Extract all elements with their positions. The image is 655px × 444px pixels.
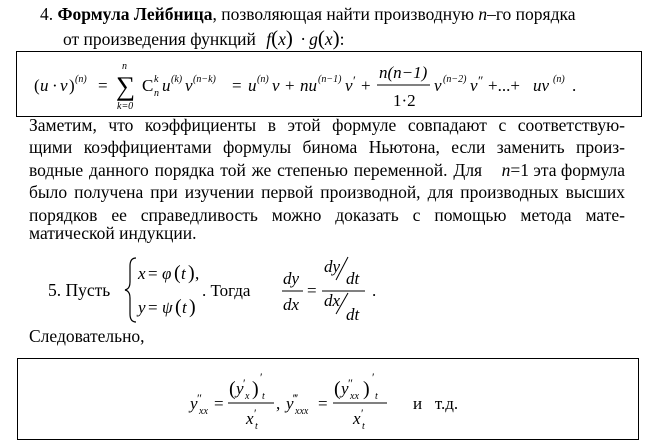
term-v-sup: (n−k) (193, 74, 216, 85)
r2-sup: (n−1) (318, 74, 342, 85)
item4-n: n (478, 4, 488, 24)
sd2-y: y (286, 394, 294, 413)
sd-num-y: y (236, 379, 244, 398)
item4-title: Формула Лейбница (57, 4, 213, 24)
item5-formula (120, 250, 390, 330)
item4-f: f (266, 29, 272, 49)
term-u-sup: (k) (171, 74, 183, 85)
frac-dx: dx (283, 295, 300, 314)
sd-num-subt: t (262, 391, 265, 402)
r3-v2: v (470, 76, 478, 95)
frac-dy: dy (283, 269, 300, 288)
svg-text:): ) (363, 378, 370, 400)
sys-t2: t (182, 298, 187, 317)
svg-text:′: ′ (372, 370, 375, 384)
item4-colon: : (339, 29, 345, 49)
item5-label (48, 279, 110, 301)
item4-g: g (309, 29, 318, 49)
svg-text:(: ( (34, 76, 40, 95)
sd-den-t: t (255, 421, 258, 432)
item4-line2-text: от произведения функций (63, 29, 256, 49)
frac2-dt2: dt (346, 305, 360, 324)
svg-text:=: = (98, 76, 108, 95)
binom-C-sub: n (154, 88, 159, 99)
sys-phi: φ (162, 264, 172, 283)
sd2-num-subt: t (375, 391, 378, 402)
item4-line2: от произведения функций f(x) · g(x): (63, 26, 345, 50)
svg-text:(: ( (334, 378, 341, 400)
frac2-dt1: dt (346, 269, 360, 288)
frac2-dx: dx (324, 291, 341, 310)
r-dots: +...+ (488, 76, 520, 95)
sum-top: n (122, 61, 127, 72)
r4-uv: uv (533, 76, 550, 95)
svg-text:+: + (285, 76, 295, 95)
sd2-num-y: y (341, 379, 349, 398)
lhs-u: u (40, 76, 49, 95)
sd-den-x: x (246, 409, 254, 428)
frac-den: 1·2 (393, 91, 416, 110)
lhs-v: v (60, 76, 68, 95)
sd-num-subx: x (245, 391, 250, 402)
binom-C: C (142, 76, 154, 95)
r2-v: v (345, 76, 353, 95)
item4-line1 (40, 3, 576, 25)
item4-x2: x (324, 29, 333, 49)
r3-v: v (434, 76, 442, 95)
second-derivative-formula (17, 358, 639, 440)
svg-text:′: ′ (361, 406, 364, 420)
sys-x: x (138, 264, 146, 283)
frac-num: n(n−1) (379, 63, 428, 82)
paragraph-n: n (501, 160, 511, 180)
leibniz-formula (16, 51, 642, 117)
svg-text:=: = (214, 394, 224, 413)
sd2-den-x: x (353, 409, 361, 428)
svg-text:‴: ‴ (293, 391, 298, 405)
paragraph-line1: Заметим, что коэффициенты в этой формуле совпадают с соответствую- (29, 115, 625, 135)
r1-u-sup: (n) (257, 74, 269, 85)
paragraph-eq1: =1 эта формула (510, 160, 625, 180)
sd-sub-xx: xx (199, 406, 208, 417)
item5-number: 5. (48, 280, 62, 300)
sd2-den-t: t (362, 421, 365, 432)
svg-text:″: ″ (348, 376, 353, 390)
paragraph-line2: щими коэффициентами формулы бинома Ньютона, если заменить произ- (29, 137, 625, 157)
svg-text:=: = (148, 264, 158, 283)
lhs-sup: (n) (75, 74, 87, 85)
svg-text:=: = (148, 298, 158, 317)
svg-text:·: · (52, 76, 58, 95)
paragraph-line6: матической индукции. (29, 223, 197, 243)
paragraph-line5: порядков ее справедливость можно доказать с помощью метода мате- (29, 205, 625, 225)
svg-text:=: = (232, 76, 242, 95)
sys-psi: ψ (162, 298, 173, 317)
sys-t1: t (181, 264, 186, 283)
svg-text:): ) (189, 296, 196, 318)
term-u: u (162, 76, 171, 95)
svg-text:=: = (318, 394, 328, 413)
r1-u: u (248, 76, 257, 95)
paragraph-line3-text: водные данного порядка той же степенью переменной. Для (29, 160, 483, 180)
binom-C-sup: k (154, 74, 159, 85)
item4-order: –го порядка (487, 4, 576, 24)
svg-text:): ) (188, 262, 195, 284)
r-end: . (572, 76, 577, 95)
svg-text:(: ( (174, 262, 181, 284)
sd-y: y (190, 394, 198, 413)
r4-sup: (n) (553, 74, 565, 85)
item5-end: . (372, 281, 377, 300)
svg-text:″: ″ (197, 391, 202, 405)
svg-text:′: ′ (254, 406, 257, 420)
svg-text:): ) (69, 76, 75, 95)
svg-text:,: , (276, 394, 281, 413)
sd-etc: и т.д. (413, 394, 459, 413)
svg-text:(: ( (175, 296, 182, 318)
svg-text:′: ′ (243, 376, 246, 390)
svg-text:′: ′ (353, 73, 356, 88)
item5-togda: . Тогда (202, 281, 251, 300)
r1-v: v (272, 76, 280, 95)
item4-x1: x (278, 29, 286, 49)
sum-bottom: k=0 (117, 101, 134, 112)
frac2-dy: dy (324, 257, 341, 276)
sum-sign: ∑ (116, 71, 136, 101)
r3-sup: (n−2) (443, 74, 467, 85)
sd2-sub-xxx: xxx (295, 406, 309, 417)
item4-rest: , позволяющая найти производную (212, 4, 474, 24)
sys-y: y (138, 298, 146, 317)
svg-text:″: ″ (478, 73, 484, 88)
svg-text:): ) (252, 378, 259, 400)
item5-word: Пусть (65, 280, 111, 300)
paragraph-line4: было получена при изучении первой производной, для производных высших (29, 182, 625, 202)
sd2-num-subxx: xx (350, 391, 359, 402)
svg-text:(: ( (229, 378, 236, 400)
term-v: v (185, 76, 193, 95)
svg-text:′: ′ (260, 370, 263, 384)
svg-text:+: + (361, 76, 371, 95)
sys-comma: , (195, 264, 200, 283)
r2-nu: nu (300, 76, 317, 95)
svg-text:=: = (307, 281, 317, 300)
item4-number: 4. (40, 4, 54, 24)
paragraph-line3 (29, 159, 625, 181)
consequently: Следовательно, (29, 326, 145, 346)
